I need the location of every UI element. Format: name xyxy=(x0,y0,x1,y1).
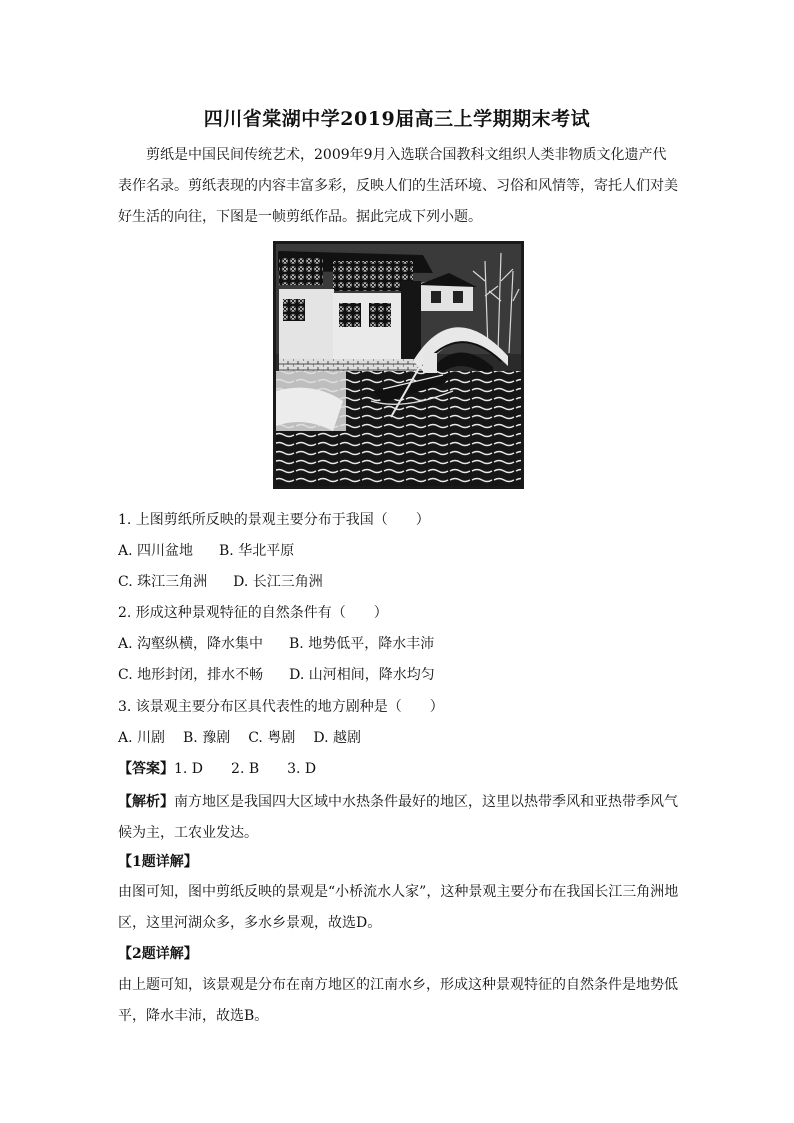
option-1d: D. 长江三角洲 xyxy=(233,574,323,590)
analysis-label: 【解析】 xyxy=(118,794,174,810)
question-3-stem: 3. 该景观主要分布区具代表性的地方剧种是（ ） xyxy=(118,699,444,715)
answer-label: 【答案】 xyxy=(118,761,174,777)
option-2c: C. 地形封闭，排水不畅 xyxy=(118,667,264,683)
question-3-options xyxy=(118,727,361,747)
option-2d: D. 山河相间，降水均匀 xyxy=(289,667,435,683)
detail-1-label: 【1题详解】 xyxy=(118,854,198,870)
option-3b: B. 豫剧 xyxy=(183,730,231,746)
option-3d: D. 越剧 xyxy=(313,730,361,746)
option-1c: C. 珠江三角洲 xyxy=(118,574,208,590)
question-1-stem: 1. 上图剪纸所反映的景观主要分布于我国（ ） xyxy=(118,512,430,528)
answer-line xyxy=(118,758,316,778)
question-2-options-row2 xyxy=(118,664,435,684)
detail-2-label: 【2题详解】 xyxy=(118,946,198,962)
intro-paragraph: 剪纸是中国民间传统艺术，2009年9月入选联合国教科文组织人类非物质文化遗产代表作名录。剪纸表现的内容丰富多彩，反映人们的生活环境、习俗和风情等，寄托人们对美好生活的向往，下图是一帧剪纸作品。据此完成下列小题。 xyxy=(118,147,678,225)
question-1-options-row2 xyxy=(118,571,323,591)
analysis-text: 南方地区是我国四大区域中水热条件最好的地区，这里以热带季风和亚热带季风气候为主，工农业发达。 xyxy=(118,794,678,841)
option-1b: B. 华北平原 xyxy=(219,543,295,559)
option-3c: C. 粤剧 xyxy=(248,730,296,746)
papercut-illustration xyxy=(273,241,524,489)
detail-1-text: 由图可知，图中剪纸反映的景观是“小桥流水人家”，这种景观主要分布在我国长江三角洲地区，这里河湖众多，多水乡景观，故选D。 xyxy=(118,884,679,931)
question-2-stem: 2. 形成这种景观特征的自然条件有（ ） xyxy=(118,605,388,621)
detail-2-text: 由上题可知，该景观是分布在南方地区的江南水乡，形成这种景观特征的自然条件是地势低平，降水丰沛，故选B。 xyxy=(118,977,678,1024)
option-1a: A. 四川盆地 xyxy=(118,543,194,559)
question-1-options-row1 xyxy=(118,540,294,560)
page-title: 四川省棠湖中学2019届高三上学期期末考试 xyxy=(203,108,591,130)
question-2-options-row1 xyxy=(118,633,434,653)
option-2b: B. 地势低平，降水丰沛 xyxy=(289,636,435,652)
answer-text: 1. D 2. B 3. D xyxy=(174,761,317,777)
option-3a: A. 川剧 xyxy=(118,730,166,746)
option-2a: A. 沟壑纵横，降水集中 xyxy=(118,636,264,652)
analysis-paragraph xyxy=(118,787,680,849)
